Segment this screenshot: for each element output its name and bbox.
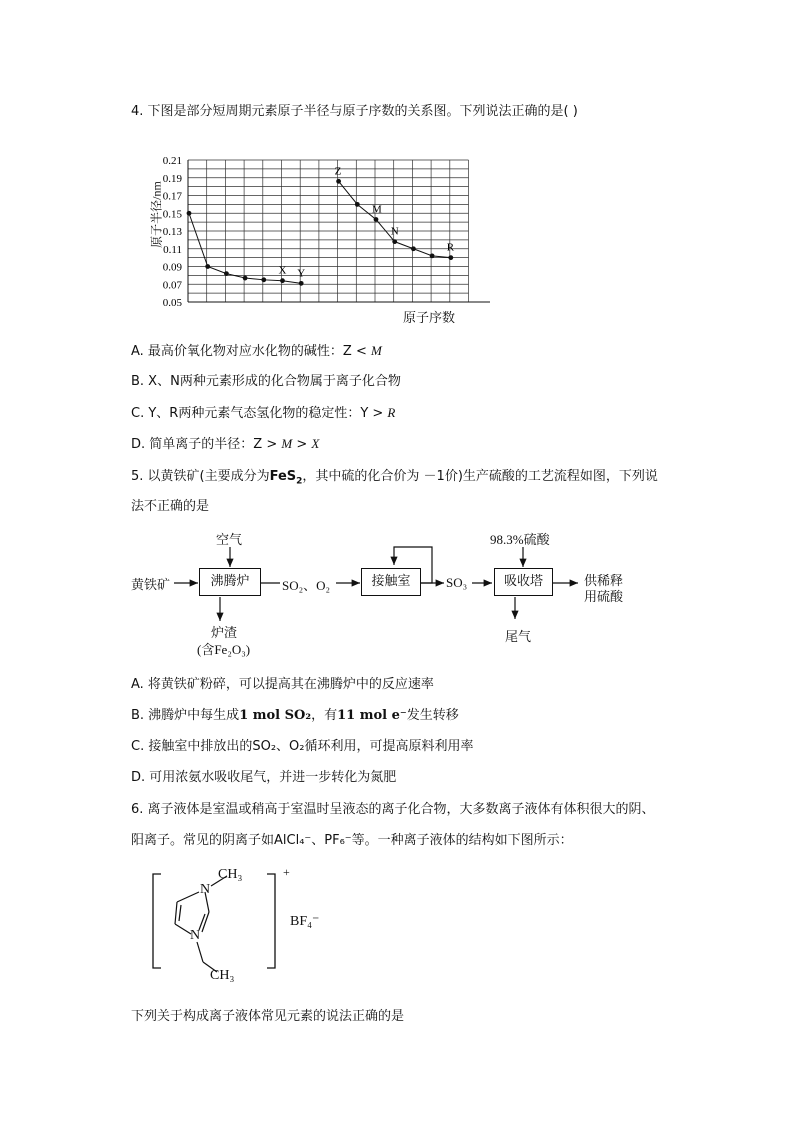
flow-product-line1: 供稀释 [584, 574, 624, 589]
flow-tail-gas: 尾气 [505, 630, 532, 645]
structure-ch3-bottom: CH₃ [210, 968, 235, 983]
flow-product-line2: 用硫酸 [584, 590, 624, 605]
chart-data-point [261, 277, 266, 282]
chart-data-point [411, 246, 416, 251]
chart-y-tick-label: 0.15 [162, 208, 182, 221]
chart-data-point [243, 276, 248, 281]
q5-option-d: D. 可用浓氨水吸收尾气，并进一步转化为氮肥 [131, 770, 397, 785]
flow-so3: SO₃ [446, 575, 468, 590]
flow-acid: 98.3%硫酸 [490, 532, 550, 547]
flow-furnace-box: 沸腾炉 [199, 568, 261, 596]
chart-point-label: Z [334, 165, 342, 178]
q4-option-c: C. Y、R两种元素气态氢化物的稳定性：Y > R [131, 405, 396, 421]
flow-slag-note: (含Fe₂O₃) [197, 642, 251, 657]
flow-gases: SO₂、O₂ [282, 578, 331, 593]
structure-n-top: N [200, 882, 211, 897]
chart-y-tick-label: 0.05 [162, 297, 182, 309]
chart-series-line [339, 181, 451, 257]
chart-data-point [430, 253, 435, 258]
q4-stem: 4. 下图是部分短周期元素原子半径与原子序数的关系图。下列说法正确的是( ) [131, 104, 578, 119]
flow-contact-box: 接触室 [361, 568, 421, 596]
q6-stem-line2: 阳离子。常见的阴离子如AlCl₄⁻、PF₆⁻等。一种离子液体的结构如下图所示： [131, 833, 573, 848]
chart-data-point [336, 179, 341, 184]
chart-data-point [299, 281, 304, 286]
flow-slag: 炉渣 [211, 626, 238, 641]
chart-point-label: Y [297, 267, 306, 280]
structure-n-bottom: N [190, 928, 201, 943]
q5-stem-line2: 法不正确的是 [131, 499, 210, 514]
chart-y-tick-label: 0.07 [162, 279, 182, 292]
q5-option-a: A. 将黄铁矿粉碎，可以提高其在沸腾炉中的反应速率 [131, 677, 434, 692]
chart-point-label: R [446, 241, 455, 254]
q5-option-b: B. 沸腾炉中每生成1 mol SO₂，有11 mol e⁻发生转移 [131, 708, 459, 723]
q4-option-a: A. 最高价氧化物对应水化物的碱性：Z < M [131, 343, 382, 359]
structure-ch3-top: CH₃ [218, 867, 243, 882]
structure-charge: + [283, 865, 290, 879]
chart-y-tick-label: 0.13 [162, 226, 182, 238]
flow-absorber-box: 吸收塔 [494, 568, 553, 596]
chart-point-label: X [278, 264, 287, 277]
q4-option-d: D. 简单离子的半径：Z > M > X [131, 436, 320, 452]
chart-data-point [355, 202, 360, 207]
radius-chart [130, 148, 490, 328]
chart-ylabel: 原子半径/nm [149, 181, 164, 248]
chart-y-tick-label: 0.17 [162, 190, 182, 203]
chart-y-tick-label: 0.21 [162, 155, 182, 167]
chart-point-label: M [372, 203, 382, 216]
chart-data-point [374, 217, 379, 222]
chart-data-point [187, 211, 192, 216]
chart-xlabel: 原子序数 [403, 311, 456, 326]
chart-y-tick-label: 0.19 [162, 172, 182, 185]
chart-data-point [205, 264, 210, 269]
chart-data-point [224, 271, 229, 276]
chart-data-point [280, 278, 285, 283]
chart-y-tick-label: 0.09 [162, 261, 182, 274]
q5-option-c: C. 接触室中排放出的SO₂、O₂循环利用，可提高原料利用率 [131, 739, 474, 754]
chart-data-point [392, 239, 397, 244]
q5-stem-line1: 5. 以黄铁矿(主要成分为FeS$_2$，其中硫的化合价为 －1价)生产硫酸的工艺流程如图，下列说 [131, 469, 658, 487]
structure-anion: BF₄⁻ [290, 914, 320, 929]
chart-point-label: N [390, 225, 399, 238]
flow-air: 空气 [216, 533, 243, 548]
flow-input-ore: 黄铁矿 [131, 578, 171, 593]
q6-follow-text: 下列关于构成离子液体常见元素的说法正确的是 [131, 1009, 405, 1024]
q6-stem-line1: 6. 离子液体是室温或稍高于室温时呈液态的离子化合物，大多数离子液体有体积很大的阴、 [131, 802, 655, 817]
chart-y-tick-label: 0.11 [163, 243, 182, 256]
q4-option-b: B. X、N两种元素形成的化合物属于离子化合物 [131, 374, 401, 389]
chart-data-point [448, 255, 453, 260]
